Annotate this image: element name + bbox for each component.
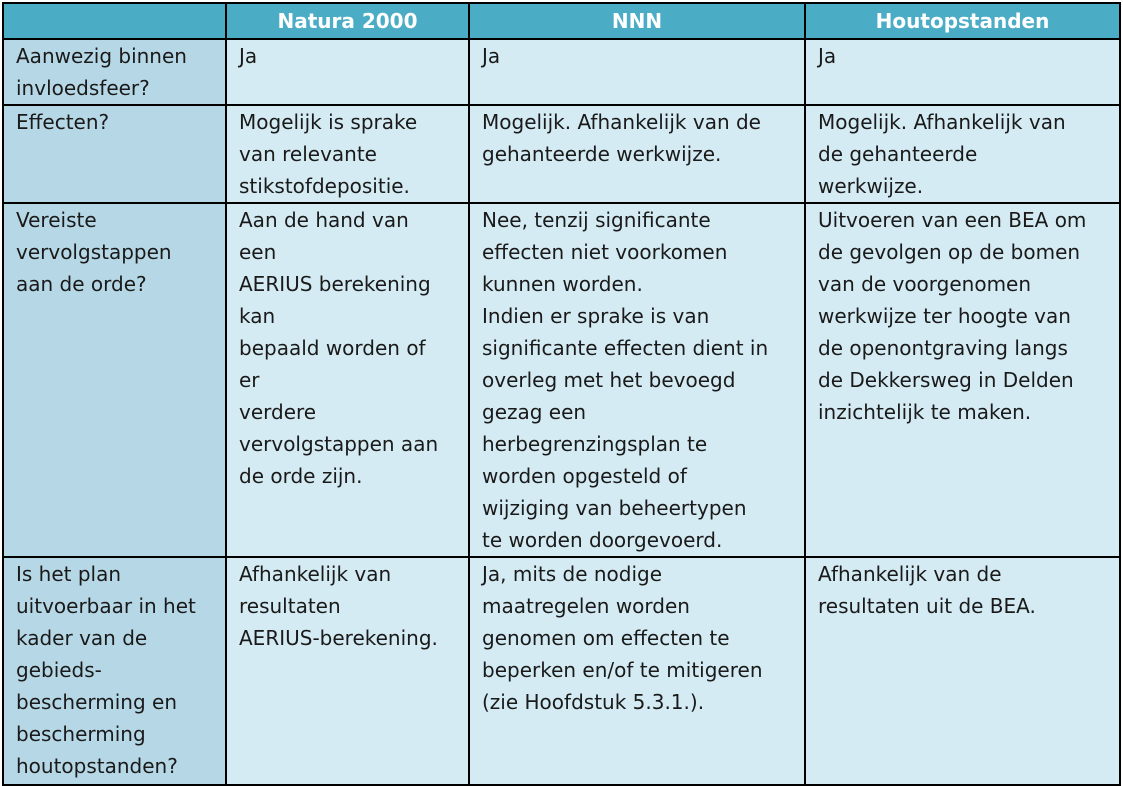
row-label: Aanwezig binnen invloedsfeer? <box>3 39 226 105</box>
table-cell: Mogelijk. Afhankelijk van de gehanteerde werkwijze. <box>469 105 805 203</box>
table-cell: Ja, mits de nodige maatregelen worden genomen om effecten te beperken en/of te mitigeren (zie Hoofdstuk 5.3.1.). <box>469 557 805 785</box>
table-cell: Ja <box>805 39 1120 105</box>
table-cell: Mogelijk is sprake van relevante stikstofdepositie. <box>226 105 469 203</box>
table-row <box>3 39 1120 105</box>
row-label: Vereiste vervolgstappen aan de orde? <box>3 203 226 557</box>
row-label: Effecten? <box>3 105 226 203</box>
row-label: Is het plan uitvoerbaar in het kader van de gebieds- bescherming en bescherming houtopstanden? <box>3 557 226 785</box>
table-row <box>3 105 1120 203</box>
table-cell: Afhankelijk van de resultaten uit de BEA. <box>805 557 1120 785</box>
table-row <box>3 557 1120 785</box>
table-cell: Ja <box>469 39 805 105</box>
table-row <box>3 203 1120 557</box>
header-natura-2000: Natura 2000 <box>226 3 469 39</box>
header-houtopstanden: Houtopstanden <box>805 3 1120 39</box>
header-corner <box>3 3 226 39</box>
header-nnn: NNN <box>469 3 805 39</box>
table-header-row <box>3 3 1120 39</box>
table-cell: Uitvoeren van een BEA om de gevolgen op de bomen van de voorgenomen werkwijze ter hoogte van de openontgraving langs de Dekkersweg in Delden inzichtelijk te maken. <box>805 203 1120 557</box>
table-cell: Afhankelijk van resultaten AERIUS-berekening. <box>226 557 469 785</box>
assessment-table <box>2 2 1121 786</box>
table-cell: Aan de hand van een AERIUS berekening kan bepaald worden of er verdere vervolgstappen aan de orde zijn. <box>226 203 469 557</box>
table-cell: Mogelijk. Afhankelijk van de gehanteerde werkwijze. <box>805 105 1120 203</box>
table-cell: Nee, tenzij significante effecten niet voorkomen kunnen worden. Indien er sprake is van significante effecten dient in overleg met het bevoegd gezag een herbegrenzingsplan te worden opgesteld of wijziging van beheertypen te worden doorgevoerd. <box>469 203 805 557</box>
table-cell: Ja <box>226 39 469 105</box>
